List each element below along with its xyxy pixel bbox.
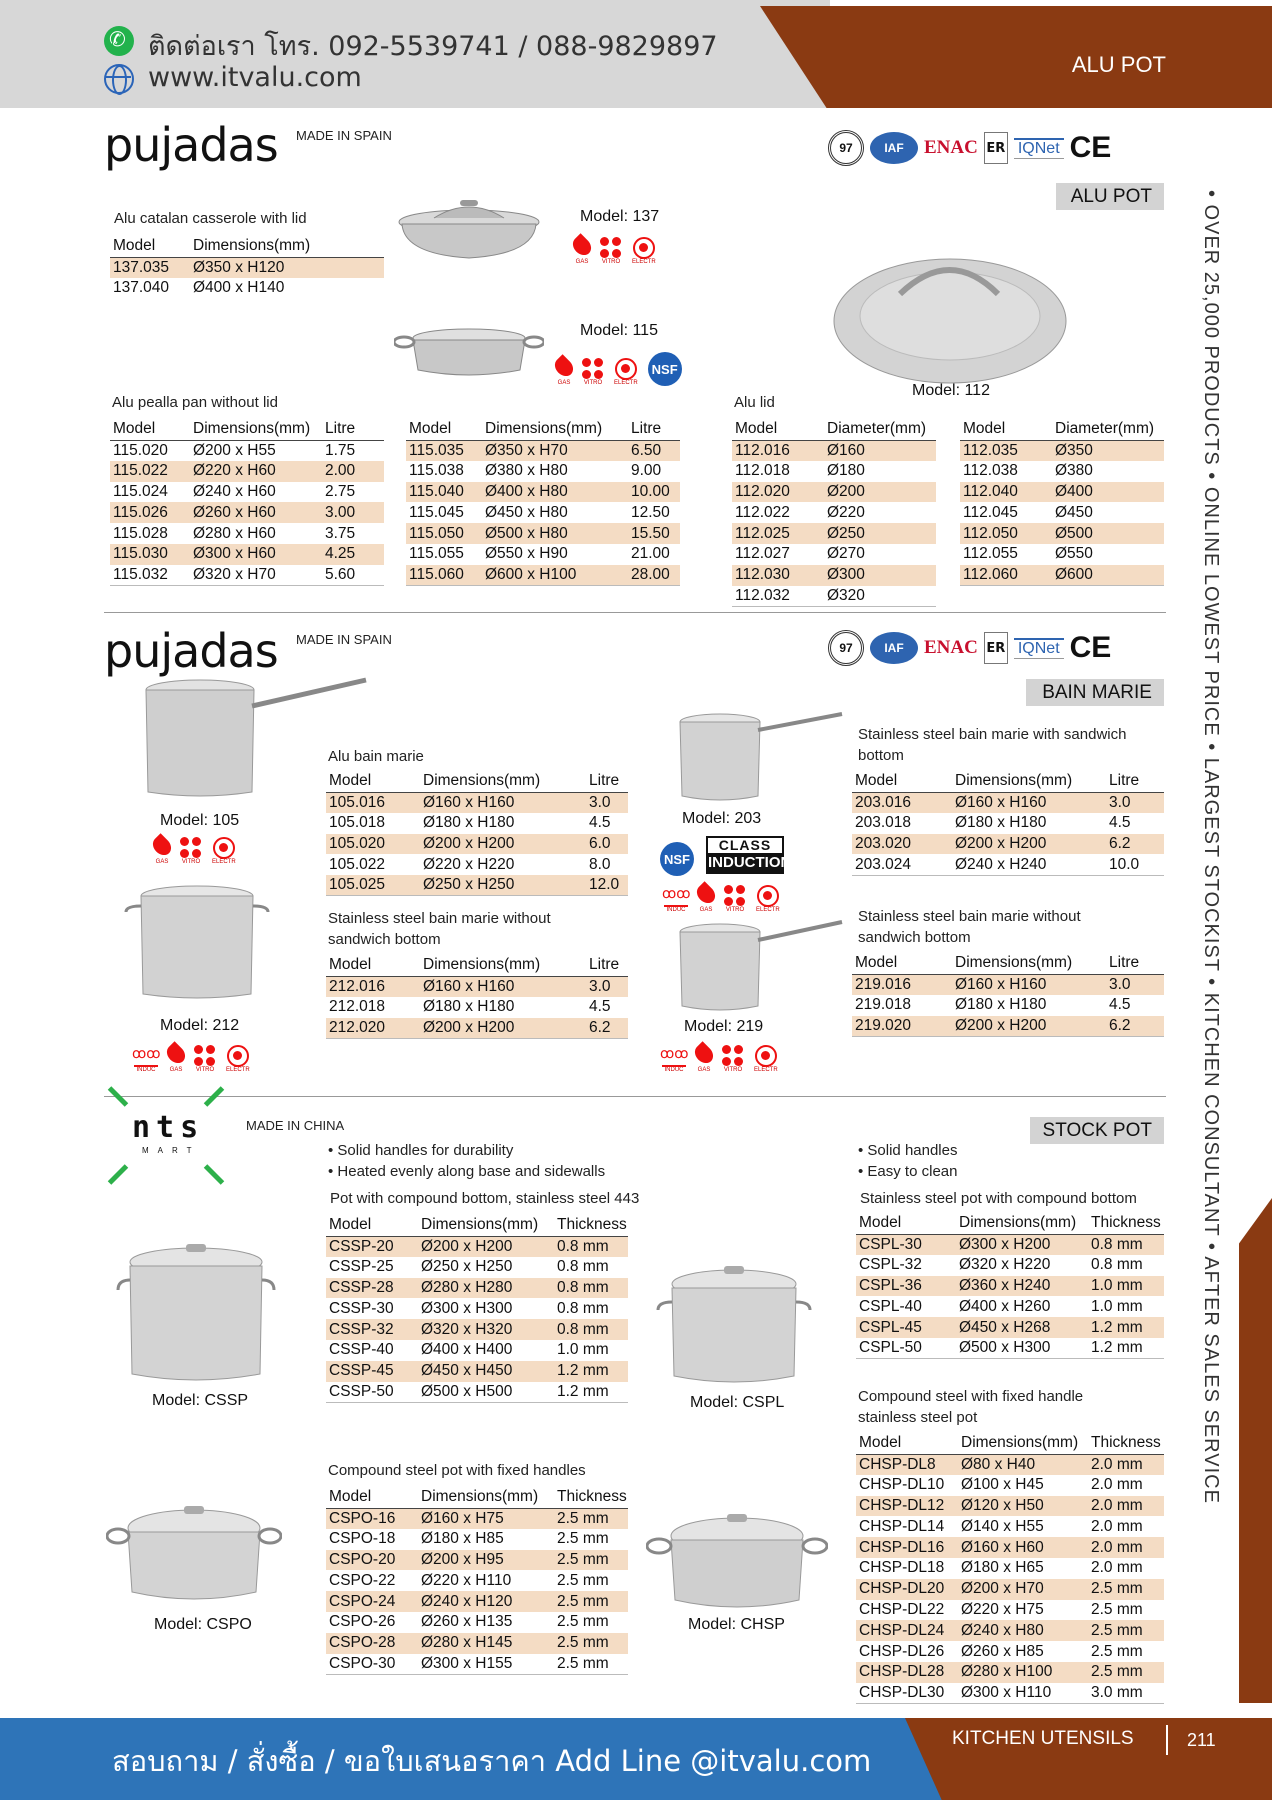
cspl-pot-image [654, 1262, 814, 1392]
table-row: CSPO-20 Ø200 x H95 2.5 mm [326, 1550, 628, 1571]
ss212-caption: Stainless steel bain marie without sandwich bottom [328, 910, 551, 948]
nsf-icon: NSF [660, 842, 694, 876]
table-row: 115.022 Ø220 x H60 2.00 [110, 461, 384, 482]
er-icon: ER [984, 132, 1008, 164]
ss212-table: Model Dimensions(mm) Litre 212.016 Ø160 x H160 3.0 212.018 Ø180 x H180 4.5 212.020 Ø200 x H200 6.2 [326, 956, 628, 1039]
table-row: 112.018 Ø180 [735, 462, 865, 480]
casserole-caption: Alu catalan casserole with lid [114, 210, 307, 227]
table-row: CSPL-45 Ø450 x H268 1.2 mm [856, 1317, 1164, 1338]
electr-icon [227, 1045, 249, 1067]
heat-icons-115: GAS VITRO ELECTR NSF [556, 352, 682, 386]
table-row: 115.060 Ø600 x H100 28.00 [406, 565, 680, 586]
table-row: 112.022 Ø220 [735, 503, 865, 521]
col-model: Model [110, 237, 190, 257]
table-row: 112.025 Ø250 [732, 523, 936, 544]
side-slogan: • OVER 25,000 PRODUCTS • ONLINE LOWEST PRICE • LARGEST STOCKIST • KITCHEN CONSULTANT • AFTER SALES SERVICE [1200, 190, 1222, 1504]
table-row: CHSP-DL20 Ø200 x H70 2.5 mm [856, 1579, 1164, 1600]
footer-line-contact[interactable]: สอบถาม / สั่งซื้อ / ขอใบเสนอราคา Add Line @itvalu.com [112, 1744, 872, 1778]
electr-icon [615, 358, 637, 380]
brand-pujadas: pujadas [104, 624, 278, 678]
model-115-label: Model: 115 [580, 322, 658, 339]
gas-icon [693, 881, 718, 906]
table-row: 212.020 Ø200 x H200 6.2 [326, 1018, 628, 1039]
table-row: CSPL-32 Ø320 x H220 0.8 mm [859, 1256, 1143, 1274]
table-row: 203.024 Ø240 x H240 10.0 [852, 854, 1164, 875]
cssp-table: Model Dimensions(mm) Thickness CSSP-20 Ø200 x H200 0.8 mm CSSP-25 Ø250 x H250 0.8 mm CSSP-28 Ø280 x H280 0.8 mm CSSP-30 Ø300 x H300 0.8 mm CSSP-32 Ø320 x H320 0.8 mm CSSP-40 Ø400 x H400 1.0 mm CSSP-45 Ø450 x H450 1.2 mm CSSP-50 Ø500 x H500 1.2 mm [326, 1216, 628, 1403]
table-row: 115.050 Ø500 x H80 15.50 [406, 523, 680, 544]
header-section-title: ALU POT [1071, 52, 1166, 77]
table-row: CHSP-DL28 Ø280 x H100 2.5 mm [856, 1662, 1164, 1683]
table-row: CSSP-30 Ø300 x H300 0.8 mm [329, 1299, 609, 1317]
cssp-caption: Pot with compound bottom, stainless steel 443 [330, 1190, 640, 1207]
alu-bain-caption: Alu bain marie [328, 748, 424, 765]
table-row: 112.040 Ø400 [960, 482, 1164, 503]
vitro-icon [194, 1045, 216, 1067]
gas-icon [691, 1041, 716, 1066]
side-accent [1239, 1198, 1272, 1703]
iqnet-icon: IQNet [1014, 138, 1064, 159]
table-row: CHSP-DL22 Ø220 x H75 2.5 mm [859, 1600, 1143, 1618]
ss-bain-marie-219-image [676, 918, 846, 1018]
vitro-icon [600, 237, 622, 259]
ss203-table: Model Dimensions(mm) Litre 203.016 Ø160 x H160 3.0 203.018 Ø180 x H180 4.5 203.020 Ø200 x H200 6.2 203.024 Ø240 x H240 10.0 [852, 772, 1164, 876]
vitro-icon [724, 885, 746, 907]
table-row: 115.045 Ø450 x H80 12.50 [409, 503, 670, 521]
table-row: CSSP-25 Ø250 x H250 0.8 mm [329, 1258, 609, 1276]
model-203-label: Model: 203 [682, 810, 762, 827]
alu-lid-image [830, 236, 1070, 386]
table-row: CSSP-50 Ø500 x H500 1.2 mm [326, 1382, 628, 1403]
ss219-caption: Stainless steel bain marie without sandwich bottom [858, 908, 1081, 946]
model-cspl-label: Model: CSPL [690, 1394, 785, 1411]
table-row: CSSP-45 Ø450 x H450 1.2 mm [326, 1361, 628, 1382]
page-number: 211 [1187, 1730, 1216, 1750]
gas-icon [551, 354, 576, 379]
lid-table-right: Model Diameter(mm) 112.035 Ø350 112.038 Ø380 112.040 Ø400 112.045 Ø450 112.050 Ø500 112.055 Ø550 112.060 Ø600 [960, 420, 1164, 586]
model-112-label: Model: 112 [912, 382, 990, 399]
casserole-table [110, 237, 384, 299]
certification-logos [828, 630, 1111, 666]
table-row: CHSP-DL14 Ø140 x H55 2.0 mm [859, 1517, 1143, 1535]
ss219-table: Model Dimensions(mm) Litre 219.016 Ø160 x H160 3.0 219.018 Ø180 x H180 4.5 219.020 Ø200 x H200 6.2 [852, 954, 1164, 1037]
table-row: CHSP-DL8 Ø80 x H40 2.0 mm [856, 1454, 1164, 1475]
brand-pujadas: pujadas [104, 118, 278, 172]
cssp-pot-image [116, 1240, 276, 1390]
gas-icon [149, 833, 174, 858]
table-row: 105.020 Ø200 x H200 6.0 [326, 834, 628, 855]
table-row: 112.016 Ø160 [732, 440, 936, 461]
ss-bain-marie-203-image [676, 708, 846, 808]
heat-icons-219: ꝏꝏ INDUC GAS VITRO ELECTR [662, 1044, 778, 1073]
table-row: CSPO-30 Ø300 x H155 2.5 mm [326, 1654, 628, 1675]
induction-icon [662, 1045, 686, 1067]
table-row: 115.028 Ø280 x H60 3.75 [113, 524, 356, 542]
cspl-bullets: • Solid handles • Easy to clean [858, 1142, 958, 1180]
iaf-icon: IAF [870, 132, 918, 164]
table-row: 115.035 Ø350 x H70 6.50 [406, 440, 680, 461]
tag-bain-marie: BAIN MARIE [1026, 679, 1164, 706]
table-row: 105.018 Ø180 x H180 4.5 [329, 814, 611, 832]
table-row: CSPL-30 Ø300 x H200 0.8 mm [856, 1234, 1164, 1255]
table-row: CSPO-28 Ø280 x H145 2.5 mm [326, 1633, 628, 1654]
tag-stock-pot: STOCK POT [1030, 1117, 1164, 1144]
made-in: MADE IN SPAIN [296, 128, 392, 143]
heat-icons-212: ꝏꝏ INDUC GAS VITRO ELECTR [134, 1044, 250, 1073]
cspo-pot-image [106, 1498, 282, 1608]
vitro-icon [180, 837, 202, 859]
cspo-table: Model Dimensions(mm) Thickness CSPO-16 Ø160 x H75 2.5 mm CSPO-18 Ø180 x H85 2.5 mm CSPO-20 Ø200 x H95 2.5 mm CSPO-22 Ø220 x H110 2.5 mm CSPO-24 Ø240 x H120 2.5 mm CSPO-26 Ø260 x H135 2.5 mm CSPO-28 Ø280 x H145 2.5 mm CSPO-30 Ø300 x H155 2.5 mm [326, 1488, 628, 1675]
table-row: 212.018 Ø180 x H180 4.5 [329, 998, 611, 1016]
electr-icon [755, 1045, 777, 1067]
vitro-icon [582, 358, 604, 380]
cert-97-icon: 97 [828, 630, 864, 666]
lid-table-left: Model Diameter(mm) 112.016 Ø160 112.018 Ø180 112.020 Ø200 112.022 Ø220 112.025 Ø250 112.027 Ø270 112.030 Ø300 112.032 Ø320 [732, 420, 936, 607]
table-row: CSPL-40 Ø400 x H260 1.0 mm [859, 1297, 1143, 1315]
electr-icon [633, 237, 655, 259]
footer-category: KITCHEN UTENSILS [952, 1728, 1134, 1749]
table-row: 112.020 Ø200 [732, 482, 936, 503]
table-row: 112.055 Ø550 [963, 545, 1093, 563]
table-row: 219.020 Ø200 x H200 6.2 [852, 1016, 1164, 1037]
table-row: 112.045 Ø450 [963, 503, 1093, 521]
table-row: CSPO-24 Ø240 x H120 2.5 mm [326, 1591, 628, 1612]
table-row: CHSP-DL12 Ø120 x H50 2.0 mm [856, 1496, 1164, 1517]
gas-icon [569, 233, 594, 258]
table-row: CSPO-22 Ø220 x H110 2.5 mm [329, 1571, 609, 1589]
cspl-caption: Stainless steel pot with compound bottom [860, 1190, 1137, 1207]
table-row: CSSP-40 Ø400 x H400 1.0 mm [329, 1341, 609, 1359]
cssp-bullets: • Solid handles for durability • Heated evenly along base and sidewalls [328, 1142, 606, 1180]
model-cssp-label: Model: CSSP [152, 1392, 249, 1409]
table-row: 115.030 Ø300 x H60 4.25 [110, 544, 384, 565]
chsp-table: Model Dimensions(mm) Thickness CHSP-DL8 Ø80 x H40 2.0 mm CHSP-DL10 Ø100 x H45 2.0 mm CHSP-DL12 Ø120 x H50 2.0 mm CHSP-DL14 Ø140 x H55 2.0 mm CHSP-DL16 Ø160 x H60 2.0 mm CHSP-DL18 Ø180 x H65 2.0 mm CHSP-DL20 Ø200 x H70 2.5 mm CHSP-DL22 Ø220 x H75 2.5 mm CHSP-DL24 Ø240 x H80 2.5 mm CHSP-DL26 Ø260 x H85 2.5 mm CHSP-DL28 Ø280 x H100 2.5 mm CHSP-DL30 Ø300 x H110 3.0 mm [856, 1434, 1164, 1704]
table-row: 137.040 Ø400 x H140 [113, 279, 285, 297]
model-219-label: Model: 219 [684, 1018, 764, 1035]
class-induction-badge: CLASS INDUCTION [706, 836, 784, 874]
table-row: 112.038 Ø380 [963, 462, 1093, 480]
header-accent [760, 6, 1272, 108]
heat-icons-105: GAS VITRO ELECTR [154, 836, 236, 865]
table-row: 105.016 Ø160 x H160 3.0 [326, 792, 628, 813]
induction-icon [664, 885, 688, 907]
table-row: CSSP-28 Ø280 x H280 0.8 mm [326, 1278, 628, 1299]
table-row: 203.020 Ø200 x H200 6.2 [852, 834, 1164, 855]
heat-icons-137: GAS VITRO ELECTR [574, 236, 656, 265]
model-chsp-label: Model: CHSP [688, 1616, 785, 1633]
made-in: MADE IN CHINA [246, 1118, 345, 1133]
table-row: 115.038 Ø380 x H80 9.00 [409, 462, 662, 480]
er-icon: ER [984, 632, 1008, 664]
table-row: 112.032 Ø320 [732, 586, 936, 607]
paella-table-left: Model Dimensions(mm) Litre 115.020 Ø200 x H55 1.75 115.022 Ø220 x H60 2.00 115.024 Ø240 x H60 2.75 115.026 Ø260 x H60 3.00 115.028 Ø280 x H60 3.75 115.030 Ø300 x H60 4.25 115.032 Ø320 x H70 5.60 [110, 420, 384, 586]
table-row: CHSP-DL24 Ø240 x H80 2.5 mm [856, 1620, 1164, 1641]
ss203-caption: Stainless steel bain marie with sandwich bottom [858, 726, 1127, 764]
table-row: CSPO-26 Ø260 x H135 2.5 mm [329, 1613, 609, 1631]
contact-phone[interactable]: ติดต่อเรา โทร. 092-5539741 / 088-9829897 [148, 31, 718, 62]
table-row: CSPO-18 Ø180 x H85 2.5 mm [329, 1530, 609, 1548]
electr-icon [213, 837, 235, 859]
enac-icon: ENAC [924, 637, 978, 658]
table-row: CSPL-50 Ø500 x H300 1.2 mm [856, 1338, 1164, 1359]
table-row: 112.050 Ø500 [960, 523, 1164, 544]
cert-97-icon: 97 [828, 130, 864, 166]
table-row: CHSP-DL26 Ø260 x H85 2.5 mm [859, 1642, 1143, 1660]
table-row: 203.018 Ø180 x H180 4.5 [855, 814, 1131, 832]
model-cspo-label: Model: CSPO [154, 1616, 252, 1633]
cspo-caption: Compound steel pot with fixed handles [328, 1462, 586, 1479]
table-row: CHSP-DL10 Ø100 x H45 2.0 mm [859, 1476, 1143, 1494]
table-row: 112.035 Ø350 [960, 440, 1164, 461]
gas-icon [163, 1041, 188, 1066]
divider [104, 1096, 1166, 1097]
paella-pan-image [394, 322, 544, 382]
table-row: CHSP-DL16 Ø160 x H60 2.0 mm [856, 1537, 1164, 1558]
electr-icon [757, 885, 779, 907]
paella-caption: Alu pealla pan without lid [112, 394, 278, 411]
table-row: 105.022 Ø220 x H220 8.0 [329, 855, 611, 873]
iaf-icon: IAF [870, 632, 918, 664]
induction-icon [134, 1045, 158, 1067]
lid-caption: Alu lid [734, 394, 775, 411]
model-212-label: Model: 212 [160, 1017, 240, 1034]
nsf-icon: NSF [648, 352, 682, 386]
table-row: 115.032 Ø320 x H70 5.60 [110, 565, 384, 586]
table-row: 115.020 Ø200 x H55 1.75 [113, 441, 356, 459]
divider [104, 612, 1166, 613]
table-row: 219.016 Ø160 x H160 3.0 [852, 974, 1164, 995]
model-137-label: Model: 137 [580, 208, 660, 225]
website-link[interactable]: www.itvalu.com [148, 62, 362, 93]
nts-mart-logo: nts MART [98, 1080, 230, 1184]
table-row: CHSP-DL30 Ø300 x H110 3.0 mm [856, 1683, 1164, 1704]
table-row: 137.035 Ø350 x H120 [110, 257, 384, 278]
table-row: 203.016 Ø160 x H160 3.0 [852, 792, 1164, 813]
heat-icons-203: ꝏꝏ INDUC GAS VITRO ELECTR [664, 884, 780, 913]
table-row: 112.027 Ø270 [735, 545, 865, 563]
enac-icon: ENAC [924, 137, 978, 158]
footer-divider [1166, 1725, 1168, 1755]
table-row: CSSP-20 Ø200 x H200 0.8 mm [326, 1236, 628, 1257]
cspl-table: Model Dimensions(mm) Thickness CSPL-30 Ø300 x H200 0.8 mm CSPL-32 Ø320 x H220 0.8 mm CSPL-36 Ø360 x H240 1.0 mm CSPL-40 Ø400 x H260 1.0 mm CSPL-45 Ø450 x H268 1.2 mm CSPL-50 Ø500 x H300 1.2 mm [856, 1214, 1164, 1359]
table-row: 112.060 Ø600 [960, 565, 1164, 586]
table-row: CSPL-36 Ø360 x H240 1.0 mm [856, 1276, 1164, 1297]
ce-icon: CE [1069, 131, 1112, 164]
table-row: 219.018 Ø180 x H180 4.5 [855, 996, 1131, 1014]
table-row: 212.016 Ø160 x H160 3.0 [326, 976, 628, 997]
table-row: 105.025 Ø250 x H250 12.0 [326, 875, 628, 896]
table-row: CSSP-32 Ø320 x H320 0.8 mm [326, 1319, 628, 1340]
phone-icon [104, 26, 134, 56]
col-dimensions: Dimensions(mm) [190, 237, 384, 257]
model-105-label: Model: 105 [160, 812, 240, 829]
ce-icon: CE [1069, 631, 1112, 664]
chsp-caption: Compound steel with fixed handle stainless steel pot [858, 1388, 1084, 1426]
certification-logos [828, 130, 1111, 166]
ss-bain-marie-212-image [122, 880, 272, 1006]
table-row: 112.030 Ø300 [732, 565, 936, 586]
table-row: CHSP-DL18 Ø180 x H65 2.0 mm [859, 1559, 1143, 1577]
paella-table-right: Model Dimensions(mm) Litre 115.035 Ø350 x H70 6.50 115.038 Ø380 x H80 9.00 115.040 Ø400 x H80 10.00 115.045 Ø450 x H80 12.50 115.050 Ø500 x H80 15.50 115.055 Ø550 x H90 21.00 115.060 Ø600 x H100 28.00 [406, 420, 680, 586]
tag-alu-pot: ALU POT [1056, 183, 1164, 210]
casserole-pot-image [394, 196, 544, 266]
table-row: 115.026 Ø260 x H60 3.00 [110, 502, 384, 523]
table-row: CSPO-16 Ø160 x H75 2.5 mm [326, 1508, 628, 1529]
chsp-pot-image [646, 1508, 828, 1616]
vitro-icon [722, 1045, 744, 1067]
table-row: 115.024 Ø240 x H60 2.75 [113, 482, 356, 500]
table-row: 115.055 Ø550 x H90 21.00 [409, 545, 670, 563]
made-in: MADE IN SPAIN [296, 632, 392, 647]
iqnet-icon: IQNet [1014, 638, 1064, 659]
table-row: 115.040 Ø400 x H80 10.00 [406, 482, 680, 503]
globe-icon [104, 64, 134, 94]
alu-bain-table: Model Dimensions(mm) Litre 105.016 Ø160 x H160 3.0 105.018 Ø180 x H180 4.5 105.020 Ø200 x H200 6.0 105.022 Ø220 x H220 8.0 105.025 Ø250 x H250 12.0 [326, 772, 628, 896]
